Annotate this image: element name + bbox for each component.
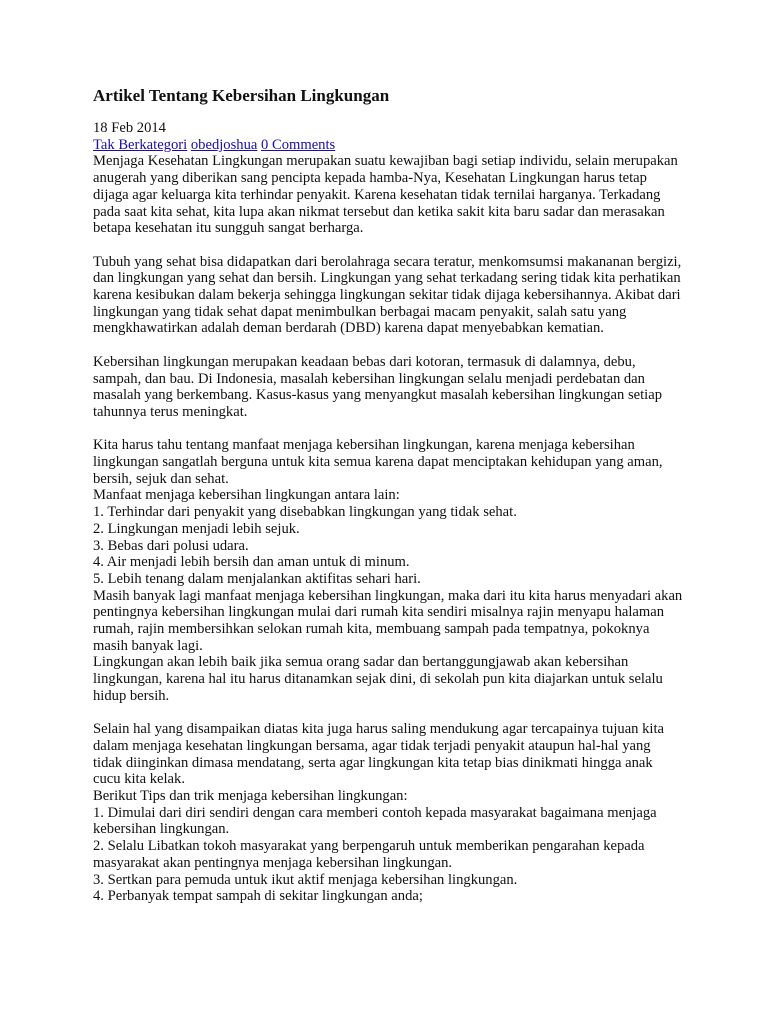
list-item: 3. Bebas dari polusi udara. — [93, 537, 249, 554]
list-item: 3. Sertkan para pemuda untuk ikut aktif menjaga kebersihan lingkungan. — [93, 871, 518, 888]
paragraph-3: Kebersihan lingkungan merupakan keadaan bebas dari kotoran, termasuk di dalamnya, debu, sampah, dan bau. Di Indonesia, masalah kebersihan lingkungan selalu menjadi perdebatan dan masalah yang berkembang. Kasus-kasus yang menyangkut masalah kebersihan lingkungan setiap tahunnya terus meningkat. — [93, 353, 662, 420]
paragraph-4: Kita harus tahu tentang manfaat menjaga kebersihan lingkungan, karena menjaga kebersihan lingkungan sangatlah berguna untuk kita semua karena dapat menciptakan kehidupan yang aman, bersih, sejuk dan sehat. — [93, 437, 663, 487]
author-link[interactable]: obedjoshua — [190, 136, 258, 153]
article — [93, 86, 683, 905]
benefits-intro: Manfaat menjaga kebersihan lingkungan antara lain: — [93, 487, 400, 504]
paragraph-6: Lingkungan akan lebih baik jika semua orang sadar dan bertanggungjawab akan kebersihan lingkungan, karena hal itu harus ditanamkan sejak dini, di sekolah pun kita diajarkan untuk selalu hidup bersih. — [93, 654, 663, 704]
paragraph-5: Masih banyak lagi manfaat menjaga kebersihan lingkungan, maka dari itu kita harus menyadari akan pentingnya kebersihan lingkungan mulai dari rumah kita sendiri misalnya rajin menyapu halaman rumah, rajin membersihkan selokan rumah kita, membuang sampah pada tempatnya, pokoknya masih banyak lagi. — [93, 587, 683, 654]
paragraph-gap — [93, 705, 683, 722]
tips-intro: Berikut Tips dan trik menjaga kebersihan lingkungan: — [93, 788, 408, 805]
paragraph-gap — [93, 337, 683, 354]
list-item: 4. Perbanyak tempat sampah di sekitar lingkungan anda; — [93, 888, 423, 905]
list-item: 1. Terhindar dari penyakit yang disebabkan lingkungan yang tidak sehat. — [93, 504, 517, 521]
list-item: 2. Selalu Libatkan tokoh masyarakat yang berpengaruh untuk memberikan pengarahan kepada masyarakat akan pentingnya menjaga kebersihan lingkungan. — [93, 838, 645, 871]
benefits-list — [93, 504, 683, 588]
category-link[interactable]: Tak Berkategori — [93, 136, 188, 153]
tips-list — [93, 805, 683, 905]
paragraph-gap — [93, 237, 683, 254]
paragraph-1: Menjaga Kesehatan Lingkungan merupakan suatu kewajiban bagi setiap individu, selain merupakan anugerah yang diberikan sang pencipta kepada hamba-Nya, Kesehatan Lingkungan harus tetap dijaga agar keluarga kita terhindar penyakit. Karena kesehatan tidak ternilai harganya. Terkadang pada saat kita sehat, kita lupa akan nikmat tersebut dan ketika sakit kita baru sadar dan merasakan betapa kesehatan itu sungguh sangat berharga. — [93, 153, 678, 237]
post-date: 18 Feb 2014 — [93, 120, 166, 136]
paragraph-7: Selain hal yang disampaikan diatas kita juga harus saling mendukung agar tercapainya tujuan kita dalam menjaga kesehatan lingkungan bersama, agar tidak terjadi penyakit ataupun hal-hal yang tidak diinginkan dimasa mendatang, serta agar lingkungan kita tetap bias dinikmati hingga anak cucu kita kelak. — [93, 721, 665, 788]
list-item: 2. Lingkungan menjadi lebih sejuk. — [93, 520, 300, 537]
paragraph-2: Tubuh yang sehat bisa didapatkan dari berolahraga secara teratur, menkomsumsi makananan bergizi, dan lingkungan yang sehat dan bersih. Lingkungan yang sehat terkadang sering tidak kita perhatikan karena kesibukan dalam bekerja sehingga lingkungan sekitar tidak dijaga kebersihannya. Akibat dari lingkungan yang tidak sehat dapat menimbulkan berbagai macam penyakit, salah satu yang mengkhawatirkan adalah deman berdarah (DBD) karena dapat menyebabkan kematian. — [93, 253, 682, 337]
paragraph-gap — [93, 421, 683, 438]
comments-link[interactable]: 0 Comments — [261, 136, 336, 153]
list-item: 5. Lebih tenang dalam menjalankan aktifitas sehari hari. — [93, 570, 421, 587]
post-meta — [93, 137, 683, 154]
article-title: Artikel Tentang Kebersihan Lingkungan — [93, 86, 390, 105]
list-item: 1. Dimulai dari diri sendiri dengan cara memberi contoh kepada masyarakat bagaimana menjaga kebersihan lingkungan. — [93, 804, 657, 838]
list-item: 4. Air menjadi lebih bersih dan aman untuk di minum. — [93, 554, 410, 571]
